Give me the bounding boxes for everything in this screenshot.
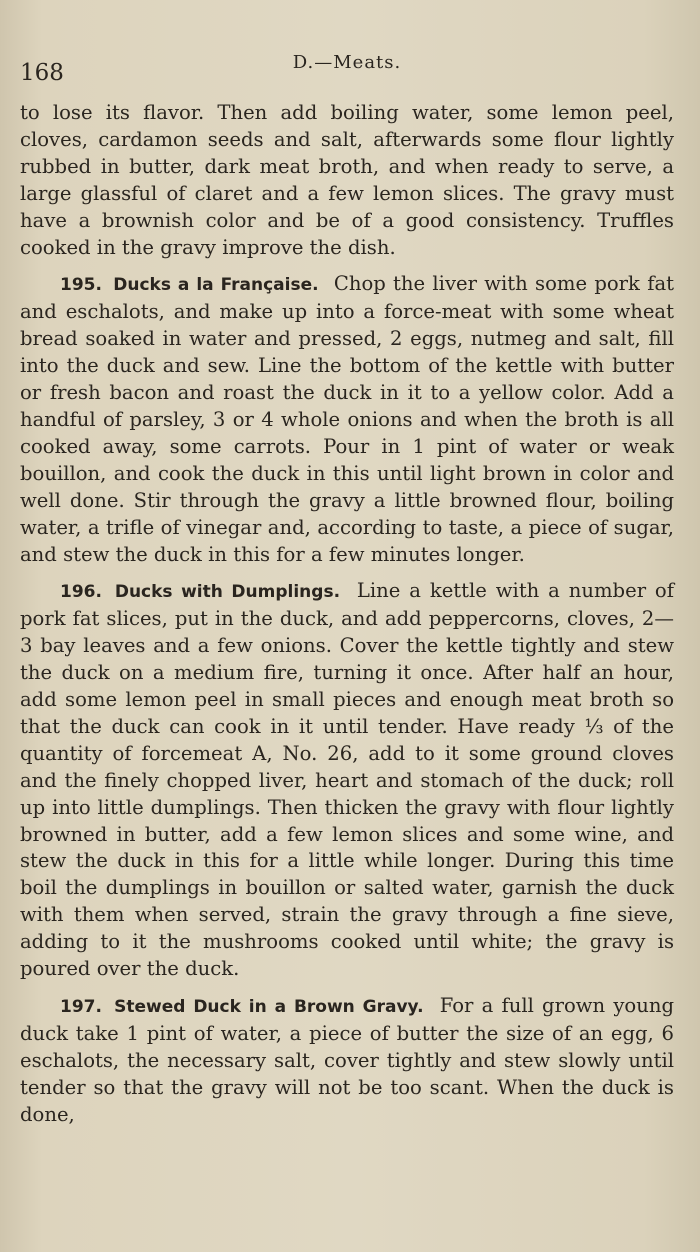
recipe-title: Ducks a la Française. — [113, 275, 319, 296]
recipe-text: Line a kettle with a number of pork fat slices, put in the duck, and add peppercorns, cloves, 2—3 bay leaves and a few onions. Cover the kettle tightly and stew the duck on a medium fire, turning it once. After half an hour, add some lemon peel in small pieces and enough meat broth so that the duck can cook in it until tender. Have ready ⅓ of the quantity of forcemeat A, No. 26, add to it some ground cloves and the finely chopped liver, heart and stomach of the duck; roll up into little dumplings. Then thicken the gravy with flour lightly browned in butter, add a few lemon slices and some wine, and stew the duck in this for a little while longer. During this time boil the dumplings in bouillon or salted water, garnish the duck with them when served, strain the gravy through a fine sieve, adding to it the mushrooms cooked until white; the gravy is poured over the duck. — [20, 579, 674, 981]
body-text — [20, 100, 674, 1129]
recipe-195 — [20, 271, 674, 568]
recipe-number: 196. — [60, 582, 102, 603]
running-head — [20, 52, 674, 86]
recipe-text: Chop the liver with some pork fat and eschalots, and make up into a force-meat with some wheat bread soaked in water and pressed, 2 eggs, nutmeg and salt, fill into the duck and sew. Line the bottom of the kettle with butter or fresh bacon and roast the duck in it to a yellow color. Add a handful of parsley, 3 or 4 whole onions and when the broth is all cooked away, some carrots. Pour in 1 pint of water or weak bouillon, and cook the duck in this until light brown in color and well done. Stir through the gravy a little browned flour, boiling water, a trifle of vinegar and, according to taste, a piece of sugar, and stew the duck in this for a few minutes longer. — [20, 272, 674, 566]
recipe-number: 195. — [60, 275, 102, 296]
recipe-title: Ducks with Dumplings. — [114, 582, 341, 603]
continued-paragraph: to lose its flavor. Then add boiling water, some lemon peel, cloves, cardamon seeds and salt, afterwards some flour lightly rubbed in butter, dark meat broth, and when ready to serve, a large glassful of claret and a few lemon slices. The gravy must have a brownish color and be of a good consistency. Truffles cooked in the gravy improve the dish. — [20, 101, 674, 259]
section-title: D.—Meats. — [292, 52, 402, 73]
page-number: 168 — [20, 60, 64, 86]
recipe-197 — [20, 993, 674, 1129]
recipe-title: Stewed Duck in a Brown Gravy. — [114, 997, 424, 1017]
recipe-text: For a full grown young duck take 1 pint of water, a piece of butter the size of an egg, 6 eschalots, the necessary salt, cover tightly and stew slowly until tender so that the gravy will not be too scant. When the duck is done, — [20, 994, 674, 1126]
recipe-196 — [20, 578, 674, 983]
recipe-number: 197. — [60, 997, 102, 1017]
